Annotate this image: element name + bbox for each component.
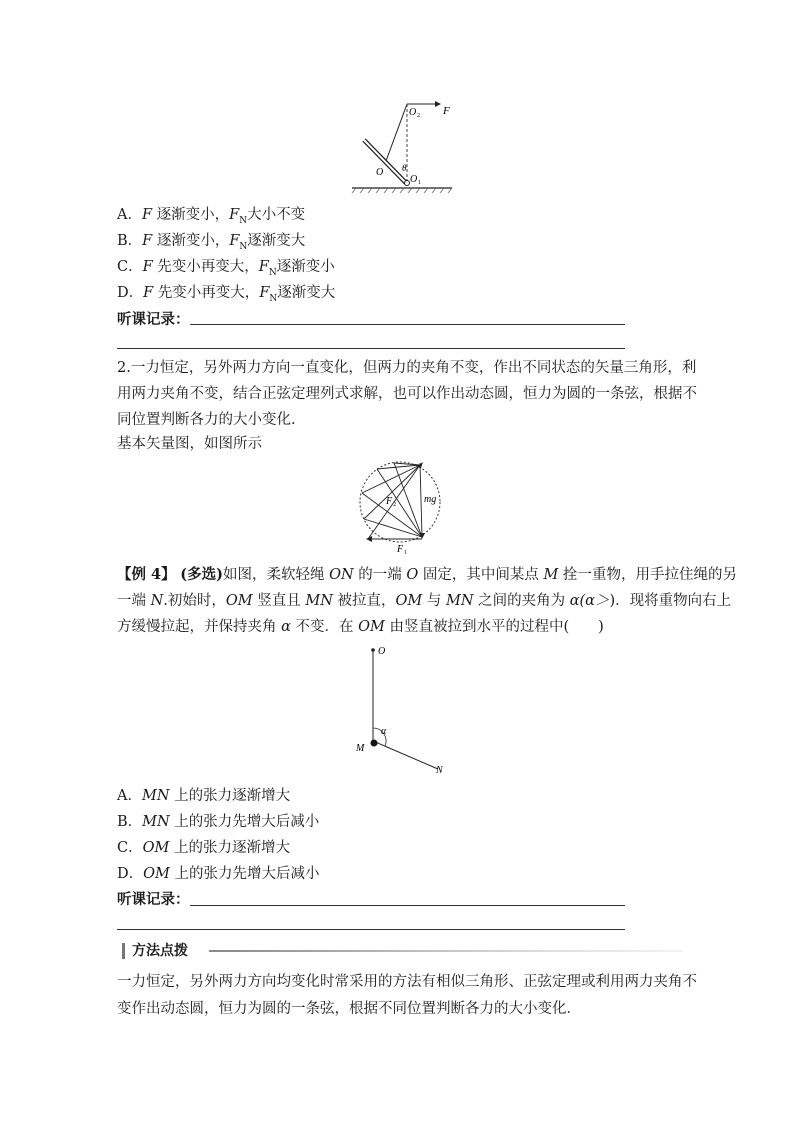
fig3-label-n: N: [436, 765, 443, 776]
figure-dynamic-circle: [350, 455, 450, 557]
listen-record-label-2: 听课记录：: [117, 891, 190, 908]
fig3-label-o: O: [378, 646, 386, 657]
fig1-label-theta: θ: [402, 163, 407, 173]
q4-option-d: D．OM 上的张力先增大后减小: [117, 866, 320, 882]
listen-record-line-4[interactable]: [117, 929, 625, 930]
fig2-label-mg: mg: [424, 494, 437, 505]
fig2-label-f1: F: [397, 544, 404, 555]
fig2-label-f2-sub: 2: [393, 502, 396, 508]
listen-record-line-3[interactable]: [190, 905, 625, 906]
figure-rod-hinge: [340, 95, 470, 195]
q1-option-d: D．F 先变小再变大，$F_N$逐渐变大: [117, 285, 336, 304]
method-line-1: 一力恒定，另外两力方向均变化时常采用的方法有相似三角形、正弦定理或利用两力夹角不: [117, 974, 697, 990]
q1-option-b: B．F 逐渐变小，$F_N$逐渐变大: [117, 233, 306, 252]
q1-option-c: C．F 先变小再变大，$F_N$逐渐变小: [117, 259, 335, 278]
method-section-title: 方法点拨: [132, 943, 188, 959]
figure-rope-omn: [350, 642, 460, 777]
fig1-label-f: F: [443, 105, 450, 117]
example4-line-1: 【例 4】 (多选)如图，柔软轻绳 ON 的一端 O 固定，其中间某点 M 拴一重物，用手拉住绳的另: [117, 566, 737, 583]
fig1-label-o1: O: [410, 174, 418, 185]
example4-line-2: 一端 N.初始时，OM 竖直且 MN 被拉直，OM 与 MN 之间的夹角为 α(α＞)．现将重物向右上: [117, 593, 732, 609]
q4-option-c: C．OM 上的张力逐渐增大: [117, 840, 290, 856]
listen-record-line-2[interactable]: [117, 348, 625, 349]
fig3-label-m: M: [356, 743, 365, 754]
section-divider: [209, 950, 683, 952]
example4-line-3: 方缓慢拉起，并保持夹角 α 不变．在 OM 由竖直被拉到水平的过程中( ): [117, 619, 604, 635]
listen-record-label-1: 听课记录：: [117, 311, 190, 328]
point2-line-3: 同位置判断各力的大小变化.: [117, 412, 296, 428]
fig2-label-f1-sub: 1: [404, 550, 407, 556]
q4-option-a: A．MN 上的张力逐渐增大: [117, 788, 291, 804]
section-marker: [122, 943, 125, 959]
point2-line-1: 2.一力恒定，另外两力方向一直变化，但两力的夹角不变，作出不同状态的矢量三角形，利: [117, 360, 697, 376]
q4-option-b: B．MN 上的张力先增大后减小: [117, 814, 320, 830]
method-section-header: [117, 939, 683, 963]
fig1-label-o1-sub: 1: [418, 180, 421, 186]
basic-diagram-caption: 基本矢量图，如图所示: [117, 436, 262, 452]
fig1-label-o2-sub: 2: [417, 113, 420, 119]
fig2-label-f2: F: [386, 496, 393, 507]
method-line-2: 变作出动态圆，恒力为圆的一条弦，根据不同位置判断各力的大小变化．: [117, 1001, 581, 1017]
listen-record-line-1[interactable]: [190, 324, 625, 325]
fig3-label-alpha: α: [381, 726, 387, 737]
fig1-label-o2: O: [409, 107, 417, 118]
point2-line-2: 用两力夹角不变，结合正弦定理列式求解，也可以作出动态圆，恒力为圆的一条弦，根据不: [117, 386, 697, 402]
fig1-label-o: O: [376, 167, 384, 178]
q1-option-a: A．F 逐渐变小，$F_N$大小不变: [117, 207, 306, 226]
